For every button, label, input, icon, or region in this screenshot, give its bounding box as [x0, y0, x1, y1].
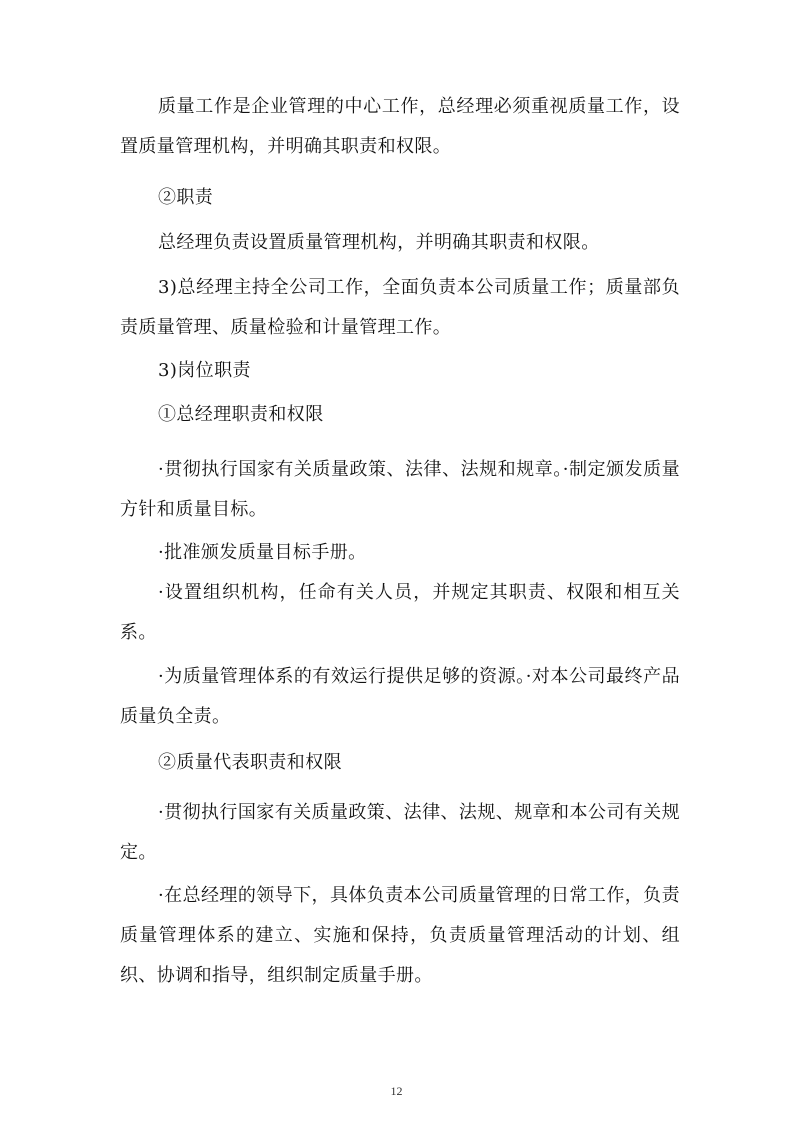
list-item-resources: ·为质量管理体系的有效运行提供足够的资源。·对本公司最终产品质量负全责。	[120, 666, 680, 727]
heading-gm-duties: ①总经理职责和权限	[158, 404, 324, 425]
paragraph-gm-overall: 3)总经理主持全公司工作，全面负责本公司质量工作；质量部负责质量管理、质量检验和计量管理工作。	[120, 277, 680, 338]
paragraph-intro: 质量工作是企业管理的中心工作，总经理必须重视质量工作，设置质量管理机构，并明确其职责和权限。	[120, 96, 680, 157]
heading-quality-rep-duties: ②质量代表职责和权限	[158, 752, 342, 773]
heading-position-duties: 3)岗位职责	[158, 360, 251, 381]
list-item-organization: ·设置组织机构，任命有关人员，并规定其职责、权限和相互关系。	[120, 582, 680, 643]
paragraph-gm-setup: 总经理负责设置质量管理机构，并明确其职责和权限。	[158, 232, 600, 253]
heading-responsibilities: ②职责	[158, 187, 214, 208]
page-number: 12	[390, 1084, 403, 1098]
list-item-regulations: ·贯彻执行国家有关质量政策、法律、法规、规章和本公司有关规定。	[120, 802, 680, 863]
list-item-approve-manual: ·批准颁发质量目标手册。	[158, 542, 367, 563]
list-item-daily-work: ·在总经理的领导下，具体负责本公司质量管理的日常工作，负责质量管理体系的建立、实施和保持，负责质量管理活动的计划、组织、协调和指导，组织制定质量手册。	[120, 885, 680, 986]
list-item-policy: ·贯彻执行国家有关质量政策、法律、法规和规章。·制定颁发质量方针和质量目标。	[120, 459, 680, 520]
